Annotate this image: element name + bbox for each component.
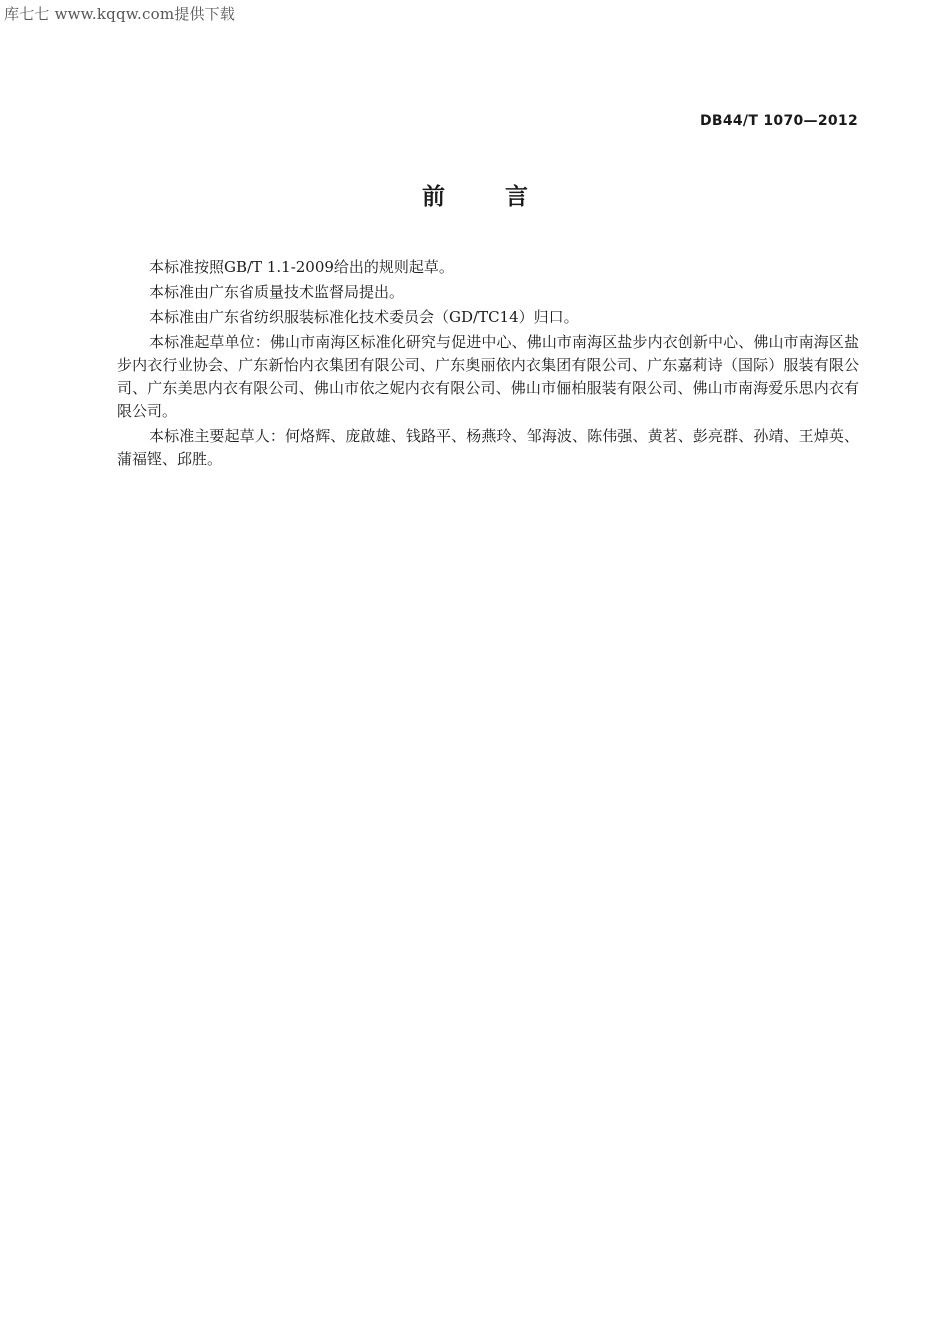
paragraph-drafting-units: 本标准起草单位：佛山市南海区标准化研究与促进中心、佛山市南海区盐步内衣创新中心、佛山市南海区盐步内衣行业协会、广东新怡内衣集团有限公司、广东奥丽依内衣集团有限公司、广东嘉莉诗（国际）服装有限公司、广东美思内衣有限公司、佛山市依之妮内衣有限公司、佛山市俪柏服装有限公司、佛山市南海爱乐思内衣有限公司。	[117, 333, 859, 420]
paragraph-drafting-rules: 本标准按照GB/T 1.1-2009给出的规则起草。	[149, 258, 454, 276]
document-code: DB44/T 1070—2012	[699, 113, 858, 129]
paragraph-drafters: 本标准主要起草人：何烙辉、庞啟雄、钱路平、杨燕玲、邹海波、陈伟强、黄茗、彭亮群、孙靖、王焯英、蒲福铿、邱胜。	[117, 427, 859, 468]
paragraph-proposer: 本标准由广东省质量技术监督局提出。	[149, 283, 405, 301]
paragraph-committee: 本标准由广东省纺织服装标准化技术委员会（GD/TC14）归口。	[149, 308, 579, 326]
page-title: 前言	[422, 184, 588, 210]
watermark-text: 库七七 www.kqqw.com提供下载	[4, 5, 236, 23]
foreword-body	[117, 256, 859, 473]
